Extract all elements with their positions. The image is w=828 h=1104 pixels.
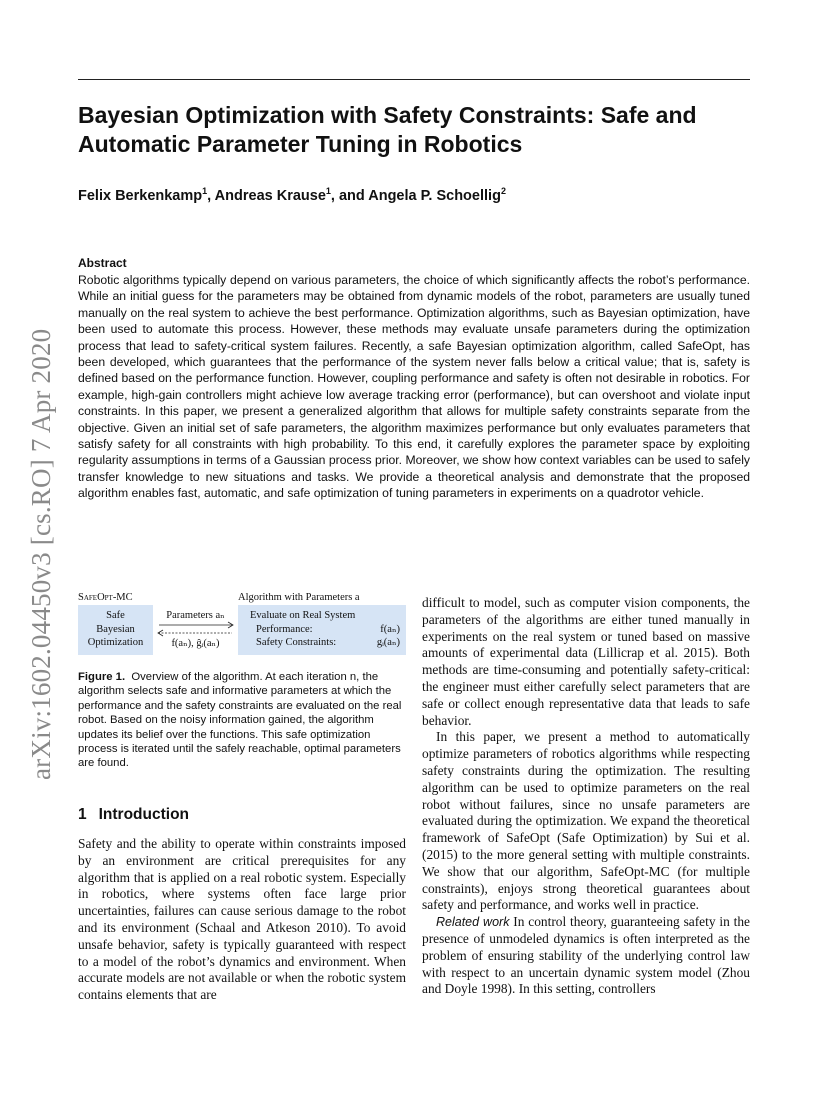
- arxiv-stamp: arXiv:1602.04450v3 [cs.RO] 7 Apr 2020: [26, 328, 56, 780]
- paper-title: Bayesian Optimization with Safety Constraints: Safe and Automatic Parameter Tuning in Robotics: [78, 102, 697, 157]
- author-name: Angela P. Schoellig: [368, 187, 501, 204]
- box-row: [238, 623, 406, 637]
- figure-left-label: SafeOpt-MC: [78, 592, 133, 603]
- abstract-heading: Abstract: [78, 256, 127, 270]
- row-value: f(aₙ): [380, 623, 400, 635]
- author-affiliation: 1: [325, 186, 331, 196]
- paragraph-lead: Related work: [436, 915, 510, 930]
- author-separator: , and: [330, 187, 369, 204]
- arrow-area: [153, 605, 238, 655]
- author-separator: ,: [207, 187, 215, 204]
- row-label: Performance:: [256, 623, 313, 635]
- right-column: [422, 595, 750, 998]
- real-system-box: [238, 605, 406, 655]
- paragraph: In this paper, we present a method to automatically optimize parameters of robotics algorithms while respecting safety constraints during the optimization. The resulting algorithm can be used to optimize parameters on the real robot without failures, since no unsafe parameters are evaluated during the optimization. We expand the theoretical framework of SafeOpt (Safe Optimization) by Sui et al. (2015) to the more general setting with multiple constraints. We show that our algorithm, SafeOpt-MC (for multiple constraints), enjoys strong theoretical guarantees about safety and performance, and works well in practice.: [422, 729, 750, 913]
- paragraph: [422, 914, 750, 998]
- row-label: Safety Constraints:: [256, 637, 337, 648]
- section-title: Introduction: [98, 806, 190, 823]
- author-name: Felix Berkenkamp: [78, 187, 203, 204]
- section-heading: [78, 806, 189, 824]
- caption-text: Overview of the algorithm. At each iteration n, the algorithm selects safe and informative parameters at which the performance and the safety constraints are evaluated on the real robot. Based on the noisy information gained, the algorithm updates its belief over the functions. This safe optimization process is iterated until the safely reachable, optimal parameters are found.: [78, 671, 402, 770]
- box-line: Optimization: [87, 637, 144, 648]
- section-number: 1: [78, 806, 87, 823]
- author-name: Andreas Krause: [214, 187, 326, 204]
- left-column: [78, 836, 406, 1004]
- author-list: [78, 182, 758, 205]
- paragraph: Safety and the ability to operate within constraints imposed by an environment are critical prerequisites for any algorithm that is applied on a real robotic system. Especially in robotics, where systems often face large prior uncertainties, failures can cause serious damage to the robot and its environment (Schaal and Atkeson 2010). To avoid unsafe behavior, safety is typically guaranteed with respect to a model of the robot’s dynamics and environment. When accurate models are not available or when the robotic system contains elements that are: [78, 836, 406, 1003]
- figure-1-diagram: [78, 590, 406, 665]
- paragraph-text: In control theory, guaranteeing safety in the presence of unmodeled dynamics is often interpreted as the problem of ensuring stability of the underlying control law with respect to an uncertain dynamic system model (Zhou and Doyle 1998). In this setting, controllers: [422, 914, 750, 997]
- row-value: gᵢ(aₙ): [376, 637, 400, 648]
- caption-label: Figure 1.: [78, 671, 126, 683]
- arrow-top-label: Parameters aₙ: [166, 610, 225, 621]
- arrow-bottom-label: f(aₙ), ĝᵢ(aₙ): [171, 638, 220, 649]
- figure-caption: [78, 670, 406, 771]
- top-rule: [78, 79, 750, 80]
- figure-right-label: Algorithm with Parameters a: [238, 592, 360, 603]
- safe-bo-box: [78, 605, 153, 655]
- box-line: Safe: [106, 610, 125, 621]
- box-title: Evaluate on Real System: [250, 610, 356, 621]
- box-line: Bayesian: [96, 623, 135, 635]
- paragraph: difficult to model, such as computer vision components, the parameters of the algorithms are either tuned manually in experiments on the real system or tuned based on massive amounts of experimental data (Lillicrap et al. 2015). Both methods are time-consuming and potentially safety-critical: the engineer must either carefully select parameters that are safe or collect enough representative data that leads to safe behavior.: [422, 595, 750, 728]
- box-row: [238, 636, 406, 650]
- abstract-text: Robotic algorithms typically depend on various parameters, the choice of which significantly affects the robot’s performance. While an initial guess for the parameters may be obtained from dynamic models of the robot, parameters are usually tuned manually on the real system to achieve the best performance. Optimization algorithms, such as Bayesian optimization, have been used to automate this process. However, these methods may evaluate unsafe parameters during the optimization process that lead to safety-critical system failures. Recently, a safe Bayesian optimization algorithm, called SafeOpt, has been developed, which guarantees that the performance of the system never falls below a critical value; that is, safety is defined based on the performance function. However, coupling performance and safety is often not desirable in robotics. For example, high-gain controllers might achieve low average tracking error (performance), but can overshoot and violate input constraints. In this paper, we present a generalized algorithm that allows for multiple safety constraints separate from the objective. Given an initial set of safe parameters, the algorithm maximizes performance but only evaluates parameters that satisfy safety for all constraints with high probability. To this end, it carefully explores the parameter space by exploiting regularity assumptions in terms of a Gaussian process prior. Moreover, we show how context variables can be used to safely transfer knowledge to new situations and tasks. We provide a theoretical analysis and demonstrate that the proposed algorithm enables fast, automatic, and safe optimization of tuning parameters in experiments on a quadrotor vehicle.: [78, 273, 750, 501]
- author-affiliation: 2: [500, 186, 506, 196]
- double-arrow-icon: [153, 621, 238, 637]
- author-affiliation: 1: [202, 186, 208, 196]
